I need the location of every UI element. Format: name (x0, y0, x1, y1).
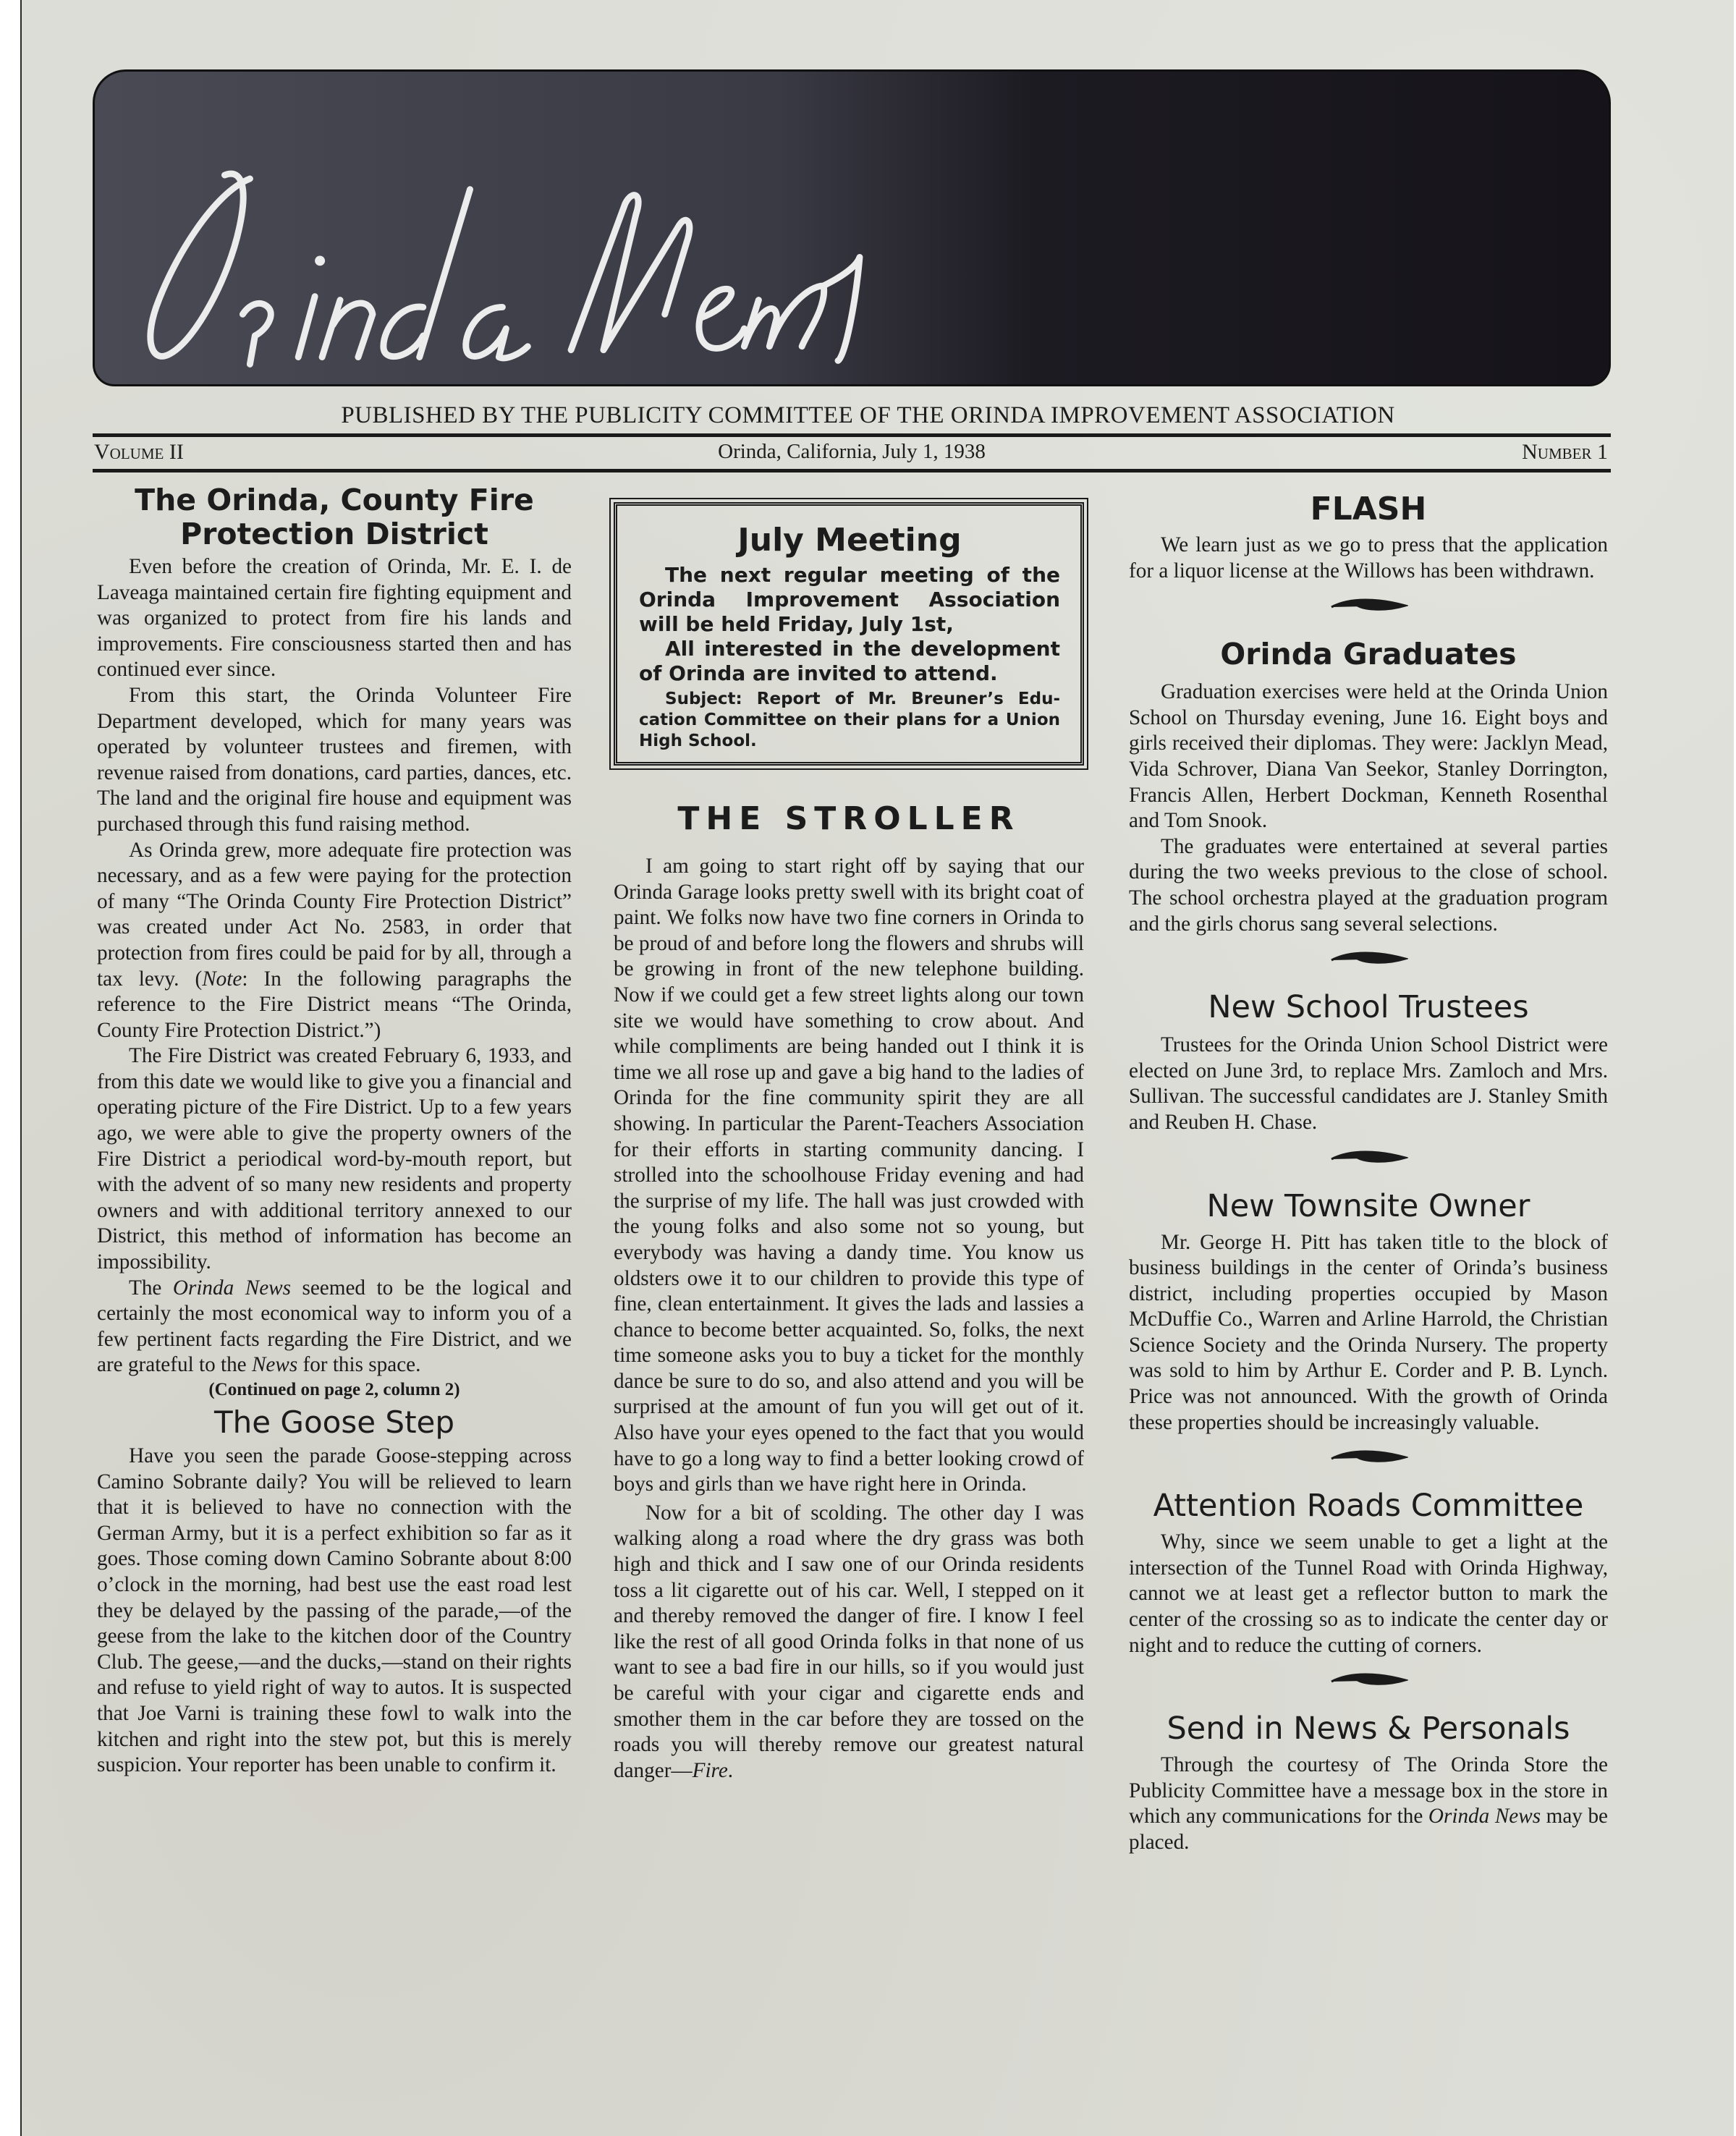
text: As Orinda grew, more adequate fire protection was necessary, and as a few were paying for the protection of many “The Orinda County Fire Protection District” was created under Act No. 2583, in order that protection from fires could be paid for by all, through a tax levy. ( (97, 838, 572, 991)
paragraph: Mr. George H. Pitt has taken title to the block of business buildings in the center of Orinda’s business district, including properties occupied by Mason McDuffie Co., Warren and Arline Harrold, the Christian Science Society and the Orinda Nursery. The property was sold to him by Arthur E. Corder and P. B. Lynch. Price was not announced. With the growth of Orinda these properties should be increasingly valuable. (1129, 1230, 1608, 1434)
column-right (1129, 491, 1608, 1856)
article-fire-district (97, 483, 572, 1400)
headline-flash: FLASH (1310, 491, 1427, 527)
feather-divider-icon (1329, 596, 1408, 614)
italic-title: Orinda News (172, 1276, 291, 1300)
headline-send-news: Send in News & Personals (1166, 1711, 1570, 1747)
headline-roads: Attention Roads Committee (1153, 1488, 1584, 1525)
text: : In the following paragraphs the reference to the Fire District means “The Orinda, County Fire Protection District.”) (97, 967, 572, 1042)
headline-line-2: Protection District (180, 517, 488, 551)
feather-divider-icon (1329, 1148, 1408, 1166)
paragraph: We learn just as we go to press that the application for a liquor license at the Willows has been withdrawn. (1129, 533, 1608, 582)
paragraph (614, 1501, 1084, 1784)
text: seemed to be the logical and certainly the most economical way to inform you of a few pertinent facts regarding the Fire District, and we are grateful to the (97, 1276, 572, 1377)
italic-word: Fire (692, 1758, 728, 1782)
headline-trustees: New School Trustees (1208, 989, 1529, 1026)
headline-graduates: Orinda Graduates (1220, 637, 1517, 672)
continued-note: (Continued on page 2, column 2) (208, 1380, 460, 1399)
article-flash (1129, 491, 1608, 584)
article-goose-step (97, 1404, 572, 1779)
feather-divider-icon (1329, 1447, 1408, 1466)
paragraph: From this start, the Orinda Volunteer Fire Department developed, which for many years was operated by volunteer trustees and firemen, with revenue raised from donations, card parties, dances, etc. The land and the original fire house and equipment was purchased through this fund raising method. (97, 683, 572, 836)
paragraph: All interested in the development of Orinda are invited to attend. (639, 637, 1060, 685)
text: . (727, 1758, 734, 1782)
headline-townsite: New Townsite Owner (1206, 1187, 1530, 1224)
text: The (129, 1276, 173, 1300)
text: for this space. (297, 1353, 421, 1377)
paragraph: I am going to start right off by saying that our Orinda Garage looks pretty swell with its bright coat of paint. We folks now have two fine corners in Orinda to be proud of and before long the flowers and shrubs will be growing in front of the new telephone building. Now if we could get a few street lights along our town site we would have something to crow about. And while compliments are being handed out I think it is time we all rose up and gave a big hand to the ladies of Orinda for the fine community spirit they are all showing. In particular the Parent-Teachers Association for their efforts in starting community dancing. I strolled into the schoolhouse Friday evening and had the surprise of my life. The hall was just crowded with the young folks and also some not so young, but everybody was having a dandy time. You know us oldsters owe it to our children to provide this type of fine, clean entertainment. It gives the lads and lassies a chance to become better acquainted. So, folks, the next time someone asks you to buy a ticket for the monthly dance be sure to do so, and also attend and you will be surprised at the amount of fun you will get out of it. Also have your eyes opened to the fact that you would have to go a long way to find a better looking crowd of boys and girls than we have right here in Orinda. (614, 855, 1084, 1496)
headline-goose-step: The Goose Step (213, 1404, 455, 1440)
top-rule (93, 433, 1611, 437)
feather-divider-icon (1329, 949, 1408, 967)
article-graduates (1129, 636, 1608, 937)
italic-title: News (251, 1353, 298, 1377)
paragraph: The Fire District was created February 6, 1933, and from this date we would like to give you a financial and operating picture of the Fire District. Up to a few years ago, we were able to give the property owners of the Fire District a periodical word-by-mouth report, but with the advent of so many new residents and property owners and with additional territory annexed to our District, this method of information has become an impossibility. (97, 1044, 572, 1274)
dateline-bar (93, 440, 1611, 466)
paragraph: Trustees for the Orinda Union School District were elected on June 3rd, to replace Mrs. Zamloch and Mrs. Sullivan. The successful candidates are J. Stanley Smith and Reuben H. Chase. (1129, 1033, 1608, 1134)
article-stroller (614, 800, 1084, 1784)
paragraph: The graduates were entertained at several parties during the two weeks previous to the close of school. The school orchestra played at the graduation program and the girls chorus sang several selections. (1129, 834, 1608, 936)
italic-title: Orinda News (1428, 1805, 1541, 1828)
meeting-subject: Subject: Report of Mr. Breuner’s Education Committee on their plans for a Union High School. (639, 690, 1060, 750)
paragraph: The next regular meeting of the Orinda Improvement Association will be held Friday, July 1st, (639, 563, 1060, 636)
headline-line-1: The Orinda, County Fire (135, 483, 534, 517)
july-meeting-notice (614, 502, 1084, 766)
italic-note: Note (202, 967, 242, 991)
paragraph: Even before the creation of Orinda, Mr. E. I. de Laveaga maintained certain fire fighting equipment and was organized to protect from fire his lands and improvements. Fire consciousness started then and has continued ever since. (97, 555, 572, 682)
text: Through the courtesy of The Orinda Store the Publicity Committee have a message box in the store in which any communications for the (1129, 1753, 1608, 1828)
bottom-rule (93, 469, 1611, 472)
article-townsite (1129, 1188, 1608, 1436)
feather-divider-icon (1329, 1670, 1408, 1689)
text: Now for a bit of scolding. The other day I was walking along a road where the dry grass was both high and thick and I saw one of our Orinda residents toss a lit cigarette out of his car. Well, I stepped on it and thereby removed the danger of fire. I know I feel like the rest of all good Orinda folks in that none of us want to see a bad fire in our hills, so if you would just be careful with your cigar and cigarette ends and smother them in the car before they are tossed on the roads you will thereby remove our greatest natural danger— (614, 1501, 1084, 1782)
column-middle (614, 489, 1084, 1784)
publisher-line: PUBLISHED BY THE PUBLICITY COMMITTEE OF THE ORINDA IMPROVEMENT ASSOCIATION (341, 402, 1395, 428)
article-send-news (1129, 1711, 1608, 1855)
headline-fire-district (97, 483, 572, 551)
paragraph (97, 1276, 572, 1378)
date-location: Orinda, California, July 1, 1938 (718, 440, 986, 463)
orinda-news-script-logo (95, 72, 1609, 384)
headline-stroller: THE STROLLER (677, 800, 1020, 837)
column-left (97, 483, 572, 1779)
paragraph (1129, 1753, 1608, 1855)
paragraph (97, 838, 572, 1044)
volume-label: Volume II (94, 440, 184, 464)
masthead-banner (93, 69, 1611, 386)
article-trustees (1129, 989, 1608, 1135)
paragraph: Have you seen the parade Goose-stepping across Camino Sobrante daily? You will be relieved to learn that it is believed to have no connection with the German Army, but it is a perfect exhibition so far as it goes. Those coming down Camino Sobrante about 8:00 o’clock in the morning, had best use the east road lest they be delayed by the passing of the parade,—of the geese from the lake to the kitchen door of the Country Club. The geese,—and the ducks,—stand on their rights and refuse to yield right of way to autos. It is suspected that Joe Varni is training these fowl to walk into the kitchen and right into the stew pot, but this is merely suspicion. Your reporter has been unable to confirm it. (97, 1444, 572, 1777)
issue-number: Number 1 (1522, 440, 1608, 464)
headline-july-meeting: July Meeting (737, 522, 962, 559)
paragraph: Why, since we seem unable to get a light at the intersection of the Tunnel Road with Orinda Highway, cannot we at least get a reflector button to mark the center of the crossing so as to indicate the center day or night and to reduce the cutting of corners. (1129, 1530, 1608, 1657)
paragraph: Graduation exercises were held at the Orinda Union School on Thursday evening, June 16. Eight boys and girls received their diplomas. They were: Jacklyn Mead, Vida Schrover, Diana Van Seekor, Stanley Dorrington, Francis Allen, Herbert Dockman, Kenneth Rosenthal and Tom Snook. (1129, 680, 1608, 833)
article-roads (1129, 1488, 1608, 1658)
text: may be placed. (1129, 1805, 1609, 1854)
